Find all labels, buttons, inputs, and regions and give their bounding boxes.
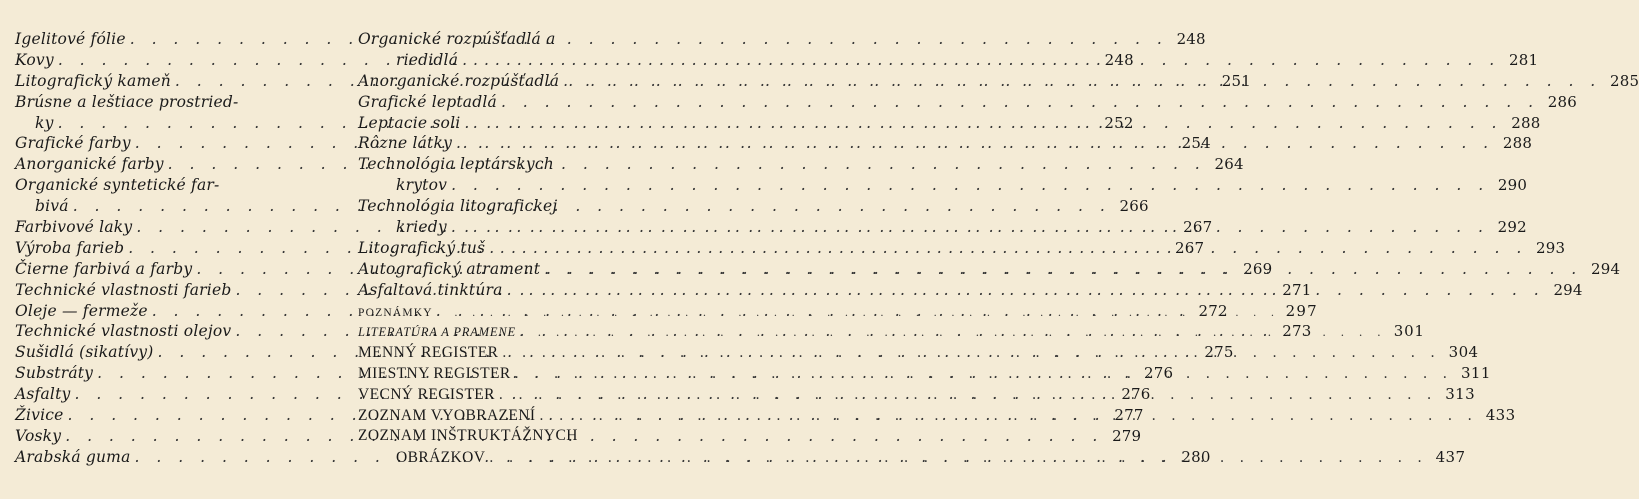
toc-entry-page-number: 290 (1497, 176, 1528, 195)
toc-entry-page-number: 276 (1121, 385, 1151, 404)
dot-leader (451, 217, 1489, 238)
dot-leader (499, 385, 1437, 406)
toc-entry-label: Grafické farby (15, 134, 131, 153)
toc-entry-page-number: 272 (1198, 301, 1228, 320)
toc-entry-label: Organické syntetické far- (15, 176, 220, 195)
toc-entry-page-number: 311 (1460, 364, 1491, 383)
toc-entry-page-number: 266 (1119, 197, 1149, 216)
toc-entry-page-number: 248 (1104, 50, 1134, 69)
toc-entry-page-number: 286 (1547, 92, 1578, 111)
toc-entry-label: Grafické leptadlá (358, 92, 497, 111)
toc-entry-label: kriedy (396, 218, 447, 237)
toc-entry-page-number: 437 (1435, 447, 1466, 466)
dot-leader (544, 259, 1582, 280)
toc-entry-label: Litografický kameň (15, 71, 171, 90)
toc-entry-label: Anorganické rozpúšťadlá (358, 71, 560, 90)
toc-entry-label: VECNÝ REGISTER (358, 386, 495, 404)
toc-entry-page-number: 294 (1553, 280, 1583, 299)
dot-leader (451, 175, 1489, 196)
toc-entry-label: Technické vlastnosti farieb (15, 280, 232, 299)
toc-entry-label: Asfaltová tinktúra (358, 280, 503, 299)
dot-leader (520, 322, 1387, 343)
toc-entry-label: Vosky (15, 426, 62, 445)
toc-entry-page-number: 276 (1144, 364, 1174, 383)
toc-entry-page-number: 293 (1536, 238, 1566, 257)
dot-leader (507, 280, 1545, 301)
toc-entry-label: ZOZNAM INŠTRUKTÁŽNYCH (358, 426, 578, 444)
toc-entry-page-number: 279 (1112, 426, 1142, 445)
toc-entry-label: Oleje — fermeže (15, 301, 148, 320)
toc-entry-label: ky (35, 113, 54, 132)
toc-entry-label: krytov (396, 176, 448, 195)
toc-entry-label: MENNÝ REGISTER (358, 344, 499, 362)
toc-entry-zoznam-instruktaznych (358, 426, 690, 447)
dot-leader (539, 406, 1477, 427)
dot-leader (464, 113, 1502, 134)
toc-entry-page-number: 273 (1282, 322, 1312, 341)
toc-entry-page-number: 292 (1497, 218, 1527, 237)
toc-entry-page-number: 251 (1221, 71, 1251, 90)
toc-entry-label: Rôzne látky (358, 134, 453, 153)
dot-leader (437, 303, 1280, 324)
toc-entry-label: LITERATÚRA A PRAMENE (358, 325, 516, 340)
toc-entry-label: Výroba farieb (15, 238, 125, 257)
toc-entry-page-number: 313 (1445, 385, 1476, 404)
toc-entry-organicke-synteticke-far (15, 175, 311, 196)
toc-entry-page-number: 264 (1214, 155, 1244, 174)
toc-entry-label: MIESTNY REGISTER (358, 365, 511, 383)
toc-entry-label: Technológia leptárskych (358, 155, 554, 174)
toc-entry-page-number: 288 (1511, 113, 1541, 132)
toc-entry-page-number: 288 (1502, 134, 1533, 153)
dot-leader (456, 133, 1494, 154)
toc-entry-technologia-leptarskych (358, 154, 690, 175)
toc-entry-label: Technické vlastnosti olejov (15, 322, 232, 341)
toc-entry-page-number: 277 (1114, 406, 1144, 425)
toc-entry-krytov (358, 175, 1528, 196)
toc-entry-label: Kovy (15, 50, 54, 69)
toc-entry-page-number: 267 (1183, 218, 1213, 237)
toc-entry-page-number: 267 (1175, 238, 1205, 257)
toc-entry-page-number: 304 (1448, 343, 1479, 362)
toc-entry-page-number: 248 (1176, 30, 1206, 48)
toc-entry-label: Živice (15, 406, 64, 425)
toc-entry-page-number: 280 (1181, 447, 1211, 466)
toc-entry-page-number: 294 (1591, 259, 1621, 278)
toc-entry-label: Asfalty (15, 385, 71, 404)
toc-entry-page-number: 269 (1243, 259, 1273, 278)
toc-entry-page-number: 297 (1285, 301, 1318, 320)
toc-entry-label: Litografický tuš (358, 238, 486, 257)
toc-entry-label: bivá (35, 197, 69, 216)
toc-entry-brusne-a-lestiace-prostried (15, 92, 311, 113)
toc-entry-page-number: 281 (1508, 50, 1539, 69)
dot-leader (462, 50, 1500, 71)
toc-entry-label: OBRÁZKOV (396, 448, 486, 466)
toc-entry-page-number: 285 (1610, 71, 1639, 90)
toc-entry-label: riedidlá (396, 50, 459, 69)
toc-entry-page-number: 433 (1485, 406, 1516, 425)
toc-entry-label: Leptacie soli (358, 113, 461, 132)
toc-entry-label: Organické rozpúšťadlá a (358, 30, 556, 48)
toc-entry-label: Brúsne a leštiace prostried- (15, 92, 239, 111)
dot-leader (502, 343, 1440, 364)
toc-entry-graficke-leptadla (358, 92, 1578, 113)
toc-entry-label: Sušidlá (sikatívy) (15, 343, 154, 362)
toc-entry-technologia-litografickej (358, 196, 690, 217)
toc-entry-label: Igelitové fólie (15, 30, 126, 48)
toc-entry-label: Autografický atrament (358, 259, 541, 278)
toc-entry-label: Čierne farbivá a farby (15, 259, 193, 278)
toc-entry-page-number: 271 (1282, 280, 1312, 299)
dot-leader (515, 364, 1453, 385)
toc-entry-page-number: 254 (1181, 134, 1211, 153)
toc-entry-page-number: 275 (1204, 343, 1234, 362)
toc-entry-page-number: 301 (1393, 322, 1425, 341)
dot-leader (489, 238, 1527, 259)
toc-entry-organicke-rozpustadla-a (358, 29, 690, 50)
dot-leader (563, 71, 1601, 92)
toc-entry-page-number: 252 (1104, 113, 1134, 132)
toc-entry-label: Arabská guma (15, 447, 131, 466)
toc-entry-label: Anorganické farby (15, 155, 164, 174)
toc-entry-label: Farbivové laky (15, 218, 133, 237)
dot-leader (489, 448, 1427, 469)
toc-entry-label: ZOZNAM VYOBRAZENÍ (358, 407, 536, 425)
toc-entry-label: Substráty (15, 364, 94, 383)
dot-leader (501, 92, 1539, 113)
toc-entry-label: POZNÁMKY (358, 306, 433, 319)
toc-entry-label: Technológia litografickej (358, 197, 558, 216)
